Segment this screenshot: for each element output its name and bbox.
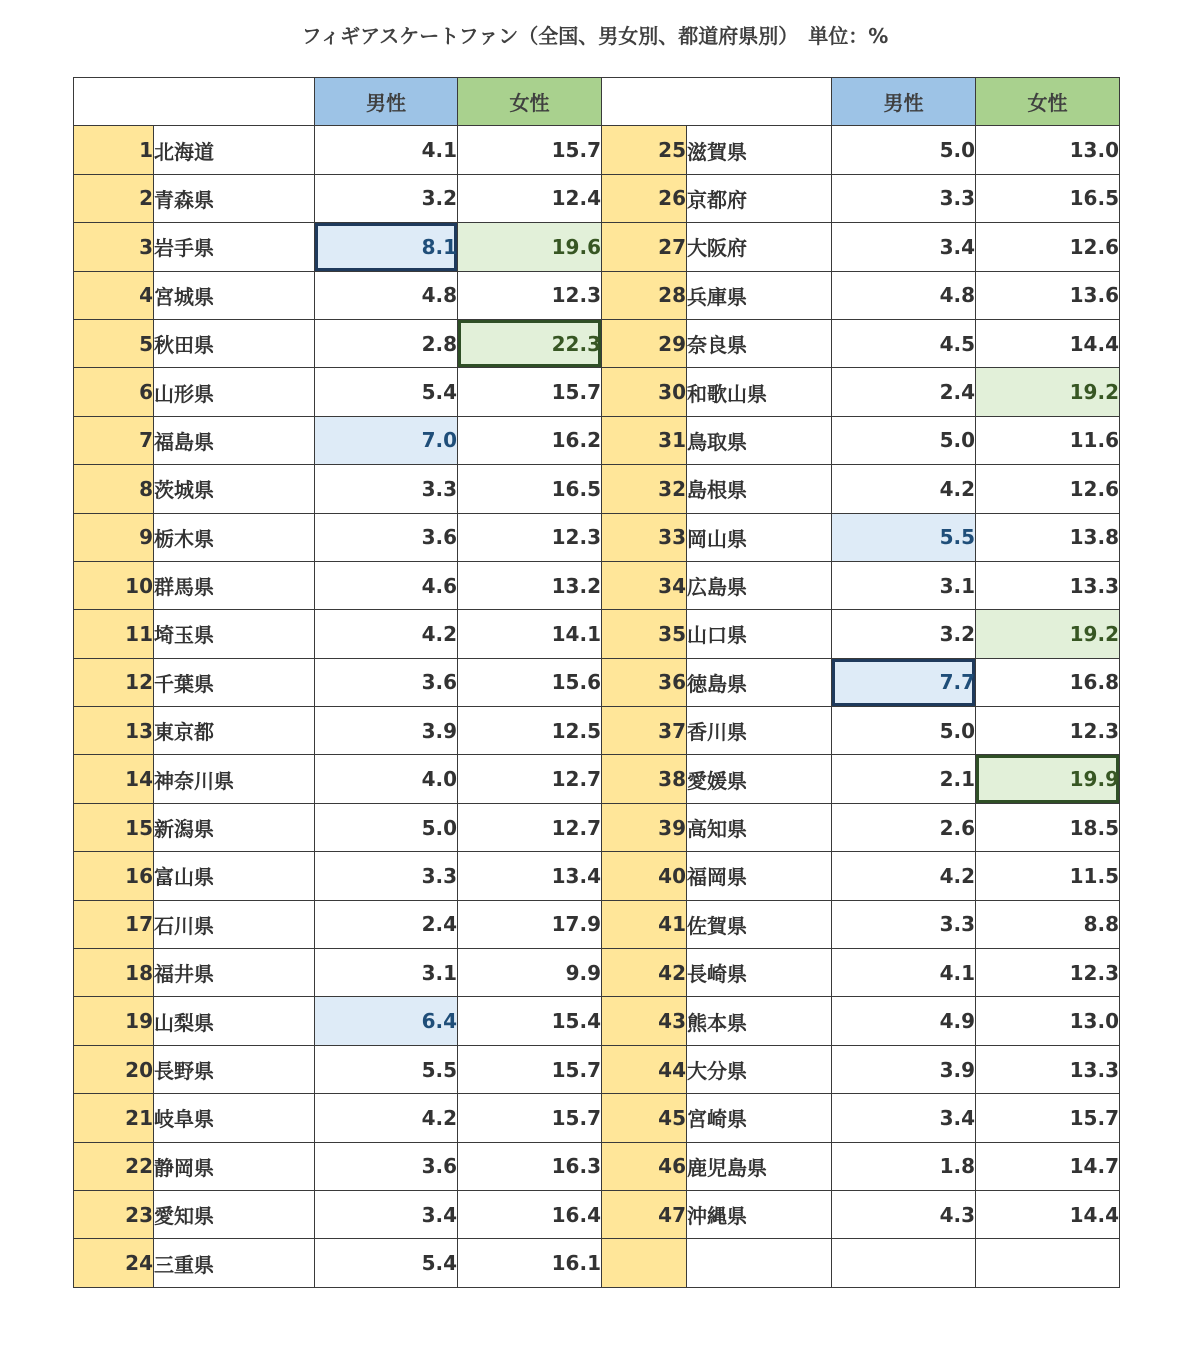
rank-number: 18 [74,949,154,997]
female-value: 15.4 [458,997,602,1045]
male-value: 2.6 [832,803,976,851]
rank-number: 40 [602,852,687,900]
prefecture-name: 山梨県 [154,997,315,1045]
female-value: 13.2 [458,561,602,609]
prefecture-name: 福岡県 [687,852,832,900]
male-value: 6.4 [315,997,458,1045]
female-value: 19.9 [976,755,1120,803]
rank-number: 7 [74,416,154,464]
prefecture-name: 香川県 [687,707,832,755]
rank-number: 44 [602,1045,687,1093]
female-value: 16.8 [976,658,1120,706]
female-value: 13.0 [976,997,1120,1045]
rank-number: 38 [602,755,687,803]
rank-number: 31 [602,416,687,464]
prefecture-name: 兵庫県 [687,271,832,319]
female-value: 9.9 [458,949,602,997]
female-value: 16.3 [458,1142,602,1190]
table-row [74,610,1120,658]
prefecture-name: 北海道 [154,126,315,174]
rank-number: 20 [74,1045,154,1093]
rank-number: 39 [602,803,687,851]
male-value: 4.8 [832,271,976,319]
rank-number: 6 [74,368,154,416]
male-value: 1.8 [832,1142,976,1190]
female-value: 14.7 [976,1142,1120,1190]
prefecture-name: 愛媛県 [687,755,832,803]
table-row [74,561,1120,609]
male-value: 5.5 [832,513,976,561]
male-value: 2.1 [832,755,976,803]
rank-number: 23 [74,1190,154,1238]
female-value: 12.3 [458,271,602,319]
header-row [74,78,1120,126]
rank-number: 1 [74,126,154,174]
prefecture-name: 秋田県 [154,319,315,367]
rank-number: 27 [602,223,687,271]
prefecture-name: 高知県 [687,803,832,851]
prefecture-name: 愛知県 [154,1190,315,1238]
female-value: 13.8 [976,513,1120,561]
empty-cell [832,1239,976,1287]
male-value: 4.0 [315,755,458,803]
rank-number: 32 [602,465,687,513]
female-value: 13.6 [976,271,1120,319]
female-value: 19.6 [458,223,602,271]
male-value: 3.6 [315,1142,458,1190]
empty-cell [976,1239,1120,1287]
male-value: 3.9 [832,1045,976,1093]
female-value: 15.7 [458,1094,602,1142]
table-title: フィギアスケートファン（全国、男女別、都道府県別） 単位：% [301,24,889,48]
female-value: 16.2 [458,416,602,464]
rank-number: 2 [74,174,154,222]
male-value: 3.2 [832,610,976,658]
rank-number: 21 [74,1094,154,1142]
prefecture-name: 鹿児島県 [687,1142,832,1190]
rank-number: 10 [74,561,154,609]
prefecture-name: 東京都 [154,707,315,755]
rank-number: 36 [602,658,687,706]
rank-number: 25 [602,126,687,174]
table-row [74,319,1120,367]
female-value: 15.7 [458,368,602,416]
female-value: 16.4 [458,1190,602,1238]
prefecture-name: 奈良県 [687,319,832,367]
header-male-right: 男性 [832,78,976,126]
rank-number: 30 [602,368,687,416]
table-row [74,368,1120,416]
female-value: 12.6 [976,223,1120,271]
female-value: 12.6 [976,465,1120,513]
male-value: 4.2 [315,610,458,658]
rank-number: 29 [602,319,687,367]
prefecture-name: 京都府 [687,174,832,222]
male-value: 5.0 [832,707,976,755]
rank-number: 17 [74,900,154,948]
male-value: 2.4 [315,900,458,948]
female-value: 12.5 [458,707,602,755]
rank-number: 41 [602,900,687,948]
table-row [74,513,1120,561]
prefecture-name: 滋賀県 [687,126,832,174]
table-row [74,755,1120,803]
rank-number: 11 [74,610,154,658]
female-value: 16.5 [458,465,602,513]
male-value: 3.4 [832,1094,976,1142]
female-value: 16.5 [976,174,1120,222]
prefecture-name: 長崎県 [687,949,832,997]
table-row [74,1045,1120,1093]
female-value: 12.4 [458,174,602,222]
male-value: 5.5 [315,1045,458,1093]
rank-number: 37 [602,707,687,755]
female-value: 13.3 [976,561,1120,609]
female-value: 14.1 [458,610,602,658]
prefecture-name: 福井県 [154,949,315,997]
table-row [74,852,1120,900]
header-blank-left [74,78,315,126]
female-value: 19.2 [976,368,1120,416]
female-value: 15.7 [458,126,602,174]
table-row [74,707,1120,755]
prefecture-table [73,77,1120,1288]
female-value: 11.6 [976,416,1120,464]
table-row [74,1142,1120,1190]
rank-number: 8 [74,465,154,513]
prefecture-name: 岩手県 [154,223,315,271]
rank-number: 5 [74,319,154,367]
prefecture-name: 岡山県 [687,513,832,561]
table-row [74,465,1120,513]
rank-number: 42 [602,949,687,997]
table-row [74,1094,1120,1142]
male-value: 3.3 [832,900,976,948]
table-row [74,1190,1120,1238]
female-value: 12.3 [976,707,1120,755]
female-value: 12.7 [458,803,602,851]
male-value: 4.1 [315,126,458,174]
rank-number: 15 [74,803,154,851]
prefecture-name: 静岡県 [154,1142,315,1190]
female-value: 13.3 [976,1045,1120,1093]
rank-number: 45 [602,1094,687,1142]
male-value: 3.1 [315,949,458,997]
male-value: 5.4 [315,368,458,416]
male-value: 3.3 [315,852,458,900]
rank-number: 4 [74,271,154,319]
header-female-left: 女性 [458,78,602,126]
rank-number: 28 [602,271,687,319]
empty-cell [687,1239,832,1287]
male-value: 4.2 [832,465,976,513]
male-value: 4.5 [832,319,976,367]
male-value: 4.9 [832,997,976,1045]
rank-number: 14 [74,755,154,803]
prefecture-name: 徳島県 [687,658,832,706]
male-value: 5.0 [832,416,976,464]
prefecture-name: 長野県 [154,1045,315,1093]
prefecture-name: 大分県 [687,1045,832,1093]
prefecture-name: 宮城県 [154,271,315,319]
rank-number: 47 [602,1190,687,1238]
table-row [74,416,1120,464]
prefecture-name: 埼玉県 [154,610,315,658]
rank-number: 16 [74,852,154,900]
table-row [74,174,1120,222]
table-row [74,658,1120,706]
rank-number: 13 [74,707,154,755]
prefecture-name: 大阪府 [687,223,832,271]
female-value: 22.3 [458,319,602,367]
prefecture-name: 新潟県 [154,803,315,851]
rank-number: 24 [74,1239,154,1287]
prefecture-name: 広島県 [687,561,832,609]
rank-number: 33 [602,513,687,561]
header-female-right: 女性 [976,78,1120,126]
rank-number: 43 [602,997,687,1045]
female-value: 8.8 [976,900,1120,948]
rank-number: 19 [74,997,154,1045]
female-value: 19.2 [976,610,1120,658]
prefecture-name: 福島県 [154,416,315,464]
male-value: 3.6 [315,513,458,561]
male-value: 4.1 [832,949,976,997]
male-value: 2.8 [315,319,458,367]
female-value: 15.7 [976,1094,1120,1142]
male-value: 3.9 [315,707,458,755]
prefecture-name: 千葉県 [154,658,315,706]
male-value: 5.0 [832,126,976,174]
prefecture-name: 山口県 [687,610,832,658]
male-value: 3.2 [315,174,458,222]
prefecture-name: 島根県 [687,465,832,513]
empty-rank-cell [602,1239,687,1287]
prefecture-name: 青森県 [154,174,315,222]
female-value: 12.3 [458,513,602,561]
male-value: 5.4 [315,1239,458,1287]
female-value: 13.0 [976,126,1120,174]
prefecture-name: 鳥取県 [687,416,832,464]
rank-number: 46 [602,1142,687,1190]
table-row [74,223,1120,271]
male-value: 7.7 [832,658,976,706]
table-row [74,803,1120,851]
table-row [74,1239,1120,1287]
male-value: 8.1 [315,223,458,271]
prefecture-name: 石川県 [154,900,315,948]
prefecture-name: 岐阜県 [154,1094,315,1142]
male-value: 3.6 [315,658,458,706]
table-row [74,997,1120,1045]
prefecture-name: 栃木県 [154,513,315,561]
female-value: 15.7 [458,1045,602,1093]
prefecture-name: 神奈川県 [154,755,315,803]
male-value: 3.4 [832,223,976,271]
rank-number: 12 [74,658,154,706]
prefecture-name: 三重県 [154,1239,315,1287]
prefecture-name: 宮崎県 [687,1094,832,1142]
male-value: 7.0 [315,416,458,464]
header-blank-right [602,78,832,126]
male-value: 2.4 [832,368,976,416]
female-value: 14.4 [976,319,1120,367]
male-value: 4.3 [832,1190,976,1238]
female-value: 11.5 [976,852,1120,900]
prefecture-name: 茨城県 [154,465,315,513]
male-value: 4.6 [315,561,458,609]
male-value: 4.2 [832,852,976,900]
prefecture-name: 佐賀県 [687,900,832,948]
prefecture-name: 群馬県 [154,561,315,609]
female-value: 12.7 [458,755,602,803]
prefecture-name: 山形県 [154,368,315,416]
male-value: 3.3 [832,174,976,222]
prefecture-name: 熊本県 [687,997,832,1045]
female-value: 18.5 [976,803,1120,851]
table-row [74,900,1120,948]
male-value: 4.8 [315,271,458,319]
prefecture-name: 和歌山県 [687,368,832,416]
female-value: 15.6 [458,658,602,706]
male-value: 5.0 [315,803,458,851]
rank-number: 9 [74,513,154,561]
male-value: 4.2 [315,1094,458,1142]
prefecture-name: 富山県 [154,852,315,900]
rank-number: 34 [602,561,687,609]
female-value: 13.4 [458,852,602,900]
rank-number: 26 [602,174,687,222]
table-row [74,271,1120,319]
rank-number: 22 [74,1142,154,1190]
rank-number: 35 [602,610,687,658]
prefecture-name: 沖縄県 [687,1190,832,1238]
male-value: 3.4 [315,1190,458,1238]
header-male-left: 男性 [315,78,458,126]
table-row [74,949,1120,997]
table-row [74,126,1120,174]
female-value: 12.3 [976,949,1120,997]
male-value: 3.3 [315,465,458,513]
male-value: 3.1 [832,561,976,609]
female-value: 14.4 [976,1190,1120,1238]
rank-number: 3 [74,223,154,271]
female-value: 16.1 [458,1239,602,1287]
female-value: 17.9 [458,900,602,948]
